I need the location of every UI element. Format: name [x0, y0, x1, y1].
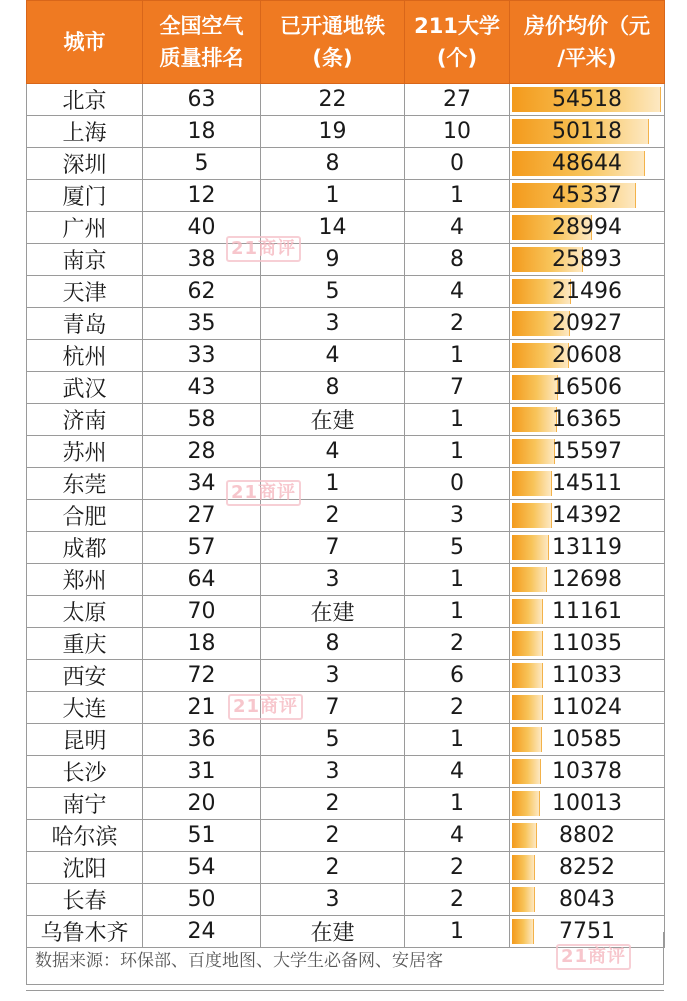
- table-row: [27, 852, 665, 884]
- table-row: [27, 724, 665, 756]
- univ211-cell: 2: [405, 884, 510, 916]
- city-cell: 昆明: [27, 724, 143, 756]
- table-row: [27, 276, 665, 308]
- city-cell: 沈阳: [27, 852, 143, 884]
- univ211-cell: 27: [405, 84, 510, 116]
- city-cell: 青岛: [27, 308, 143, 340]
- price-value: 16365: [552, 407, 622, 432]
- air-rank-cell: 18: [143, 628, 261, 660]
- city-cell: 北京: [27, 84, 143, 116]
- price-value: 14392: [552, 503, 622, 528]
- price-value: 48644: [552, 151, 622, 176]
- price-value: 12698: [552, 567, 622, 592]
- price-cell: [510, 244, 665, 276]
- city-cell: 南京: [27, 244, 143, 276]
- price-bar: [512, 599, 543, 624]
- subway-cell: 1: [261, 468, 405, 500]
- watermark-logo-1: 21商评: [226, 236, 301, 262]
- univ211-cell: 1: [405, 788, 510, 820]
- subway-cell: 4: [261, 340, 405, 372]
- air-rank-cell: 18: [143, 116, 261, 148]
- price-value: 20608: [552, 343, 622, 368]
- price-cell: [510, 660, 665, 692]
- air-rank-cell: 20: [143, 788, 261, 820]
- table-row: [27, 820, 665, 852]
- price-value: 15597: [552, 439, 622, 464]
- table-row: [27, 564, 665, 596]
- univ211-cell: 1: [405, 340, 510, 372]
- price-bar: [512, 375, 558, 400]
- header-city-line-1: 城市: [63, 30, 106, 54]
- price-cell: [510, 532, 665, 564]
- price-value: 20927: [552, 311, 622, 336]
- univ211-cell: 4: [405, 756, 510, 788]
- price-cell: [510, 372, 665, 404]
- subway-cell: 4: [261, 436, 405, 468]
- city-comparison-table: [26, 0, 665, 948]
- subway-cell: 8: [261, 372, 405, 404]
- table-body: [27, 84, 665, 948]
- header-price-line-2: /平米): [557, 46, 617, 70]
- city-cell: 哈尔滨: [27, 820, 143, 852]
- city-cell: 东莞: [27, 468, 143, 500]
- price-cell: [510, 884, 665, 916]
- city-cell: 南宁: [27, 788, 143, 820]
- price-cell: [510, 788, 665, 820]
- city-cell: 郑州: [27, 564, 143, 596]
- table-row: [27, 340, 665, 372]
- subway-cell: 8: [261, 628, 405, 660]
- price-value: 11035: [552, 631, 622, 656]
- price-cell: [510, 820, 665, 852]
- table-row: [27, 84, 665, 116]
- air-rank-cell: 33: [143, 340, 261, 372]
- table-row: [27, 404, 665, 436]
- subway-cell: 19: [261, 116, 405, 148]
- air-rank-cell: 51: [143, 820, 261, 852]
- air-rank-cell: 27: [143, 500, 261, 532]
- bottom-border: [26, 990, 664, 1001]
- price-cell: [510, 148, 665, 180]
- price-value: 11033: [552, 663, 622, 688]
- subway-cell: 3: [261, 564, 405, 596]
- watermark-logo-3: 21商评: [228, 694, 303, 720]
- table-row: [27, 756, 665, 788]
- table-row: [27, 500, 665, 532]
- price-bar: [512, 887, 535, 912]
- univ211-cell: 4: [405, 212, 510, 244]
- subway-cell: 1: [261, 180, 405, 212]
- price-value: 10013: [552, 791, 622, 816]
- price-cell: [510, 116, 665, 148]
- air-rank-cell: 50: [143, 884, 261, 916]
- price-cell: [510, 468, 665, 500]
- air-rank-cell: 70: [143, 596, 261, 628]
- air-rank-cell: 21: [143, 692, 261, 724]
- header-air-rank-line-1: 全国空气: [159, 14, 244, 38]
- table-row: [27, 532, 665, 564]
- table-row: [27, 148, 665, 180]
- subway-cell: 在建: [261, 916, 405, 948]
- price-value: 14511: [552, 471, 622, 496]
- univ211-cell: 1: [405, 180, 510, 212]
- city-cell: 武汉: [27, 372, 143, 404]
- watermark-logo-2: 21商评: [226, 480, 301, 506]
- table-row: [27, 788, 665, 820]
- univ211-cell: 2: [405, 628, 510, 660]
- univ211-cell: 6: [405, 660, 510, 692]
- univ211-cell: 1: [405, 596, 510, 628]
- price-value: 13119: [552, 535, 622, 560]
- city-cell: 杭州: [27, 340, 143, 372]
- header-univ211-line-1: 211大学: [414, 14, 500, 38]
- subway-cell: 在建: [261, 404, 405, 436]
- price-value: 8252: [559, 855, 615, 880]
- air-rank-cell: 38: [143, 244, 261, 276]
- price-value: 21496: [552, 279, 622, 304]
- univ211-cell: 3: [405, 500, 510, 532]
- city-cell: 大连: [27, 692, 143, 724]
- price-cell: [510, 404, 665, 436]
- subway-cell: 2: [261, 820, 405, 852]
- price-value: 11161: [552, 599, 622, 624]
- price-bar: [512, 631, 543, 656]
- price-cell: [510, 276, 665, 308]
- univ211-cell: 2: [405, 308, 510, 340]
- price-value: 54518: [552, 87, 622, 112]
- city-cell: 成都: [27, 532, 143, 564]
- header-subway-line-2: (条): [312, 46, 353, 70]
- subway-cell: 2: [261, 788, 405, 820]
- price-cell: [510, 436, 665, 468]
- header-row: [27, 1, 665, 84]
- city-cell: 厦门: [27, 180, 143, 212]
- price-cell: [510, 596, 665, 628]
- air-rank-cell: 63: [143, 84, 261, 116]
- city-cell: 长春: [27, 884, 143, 916]
- univ211-cell: 4: [405, 276, 510, 308]
- air-rank-cell: 54: [143, 852, 261, 884]
- table-row: [27, 884, 665, 916]
- table-row: [27, 596, 665, 628]
- price-bar: [512, 791, 540, 816]
- city-cell: 太原: [27, 596, 143, 628]
- univ211-cell: 0: [405, 148, 510, 180]
- univ211-cell: 1: [405, 564, 510, 596]
- subway-cell: 7: [261, 692, 405, 724]
- air-rank-cell: 12: [143, 180, 261, 212]
- air-rank-cell: 24: [143, 916, 261, 948]
- price-cell: [510, 692, 665, 724]
- price-bar: [512, 535, 549, 560]
- univ211-cell: 1: [405, 724, 510, 756]
- table-row: [27, 628, 665, 660]
- price-cell: [510, 500, 665, 532]
- price-bar: [512, 503, 552, 528]
- price-value: 28994: [552, 215, 622, 240]
- air-rank-cell: 62: [143, 276, 261, 308]
- subway-cell: 7: [261, 532, 405, 564]
- table-row: [27, 212, 665, 244]
- header-air-rank: [143, 1, 261, 84]
- price-value: 10585: [552, 727, 622, 752]
- table-row: [27, 436, 665, 468]
- price-bar: [512, 759, 541, 784]
- price-cell: [510, 628, 665, 660]
- air-rank-cell: 64: [143, 564, 261, 596]
- header-price-line-1: 房价均价（元: [524, 14, 650, 38]
- subway-cell: 3: [261, 660, 405, 692]
- city-cell: 苏州: [27, 436, 143, 468]
- city-cell: 济南: [27, 404, 143, 436]
- price-cell: [510, 852, 665, 884]
- table-row: [27, 308, 665, 340]
- subway-cell: 2: [261, 852, 405, 884]
- air-rank-cell: 72: [143, 660, 261, 692]
- subway-cell: 3: [261, 308, 405, 340]
- price-value: 45337: [552, 183, 622, 208]
- univ211-cell: 2: [405, 692, 510, 724]
- price-bar: [512, 695, 543, 720]
- price-bar: [512, 439, 555, 464]
- univ211-cell: 5: [405, 532, 510, 564]
- air-rank-cell: 58: [143, 404, 261, 436]
- univ211-cell: 0: [405, 468, 510, 500]
- subway-cell: 22: [261, 84, 405, 116]
- city-cell: 乌鲁木齐: [27, 916, 143, 948]
- subway-cell: 5: [261, 724, 405, 756]
- table-row: [27, 468, 665, 500]
- price-cell: [510, 756, 665, 788]
- price-bar: [512, 471, 552, 496]
- air-rank-cell: 31: [143, 756, 261, 788]
- subway-cell: 14: [261, 212, 405, 244]
- univ211-cell: 10: [405, 116, 510, 148]
- header-air-rank-line-2: 质量排名: [159, 46, 244, 70]
- price-cell: [510, 308, 665, 340]
- air-rank-cell: 35: [143, 308, 261, 340]
- price-cell: [510, 84, 665, 116]
- subway-cell: 5: [261, 276, 405, 308]
- air-rank-cell: 57: [143, 532, 261, 564]
- price-cell: [510, 340, 665, 372]
- univ211-cell: 1: [405, 436, 510, 468]
- table-row: [27, 692, 665, 724]
- city-cell: 上海: [27, 116, 143, 148]
- price-bar: [512, 567, 547, 592]
- price-value: 8043: [559, 887, 615, 912]
- price-value: 50118: [552, 119, 622, 144]
- subway-cell: 2: [261, 500, 405, 532]
- price-value: 11024: [552, 695, 622, 720]
- header-univ211-line-2: (个): [436, 46, 478, 70]
- air-rank-cell: 28: [143, 436, 261, 468]
- city-cell: 深圳: [27, 148, 143, 180]
- price-value: 8802: [559, 823, 615, 848]
- price-cell: [510, 212, 665, 244]
- price-cell: [510, 180, 665, 212]
- price-bar: [512, 855, 535, 880]
- air-rank-cell: 34: [143, 468, 261, 500]
- price-value: 10378: [552, 759, 622, 784]
- price-bar: [512, 823, 537, 848]
- city-cell: 广州: [27, 212, 143, 244]
- price-value: 25893: [552, 247, 622, 272]
- univ211-cell: 8: [405, 244, 510, 276]
- table-row: [27, 244, 665, 276]
- subway-cell: 8: [261, 148, 405, 180]
- price-bar: [512, 407, 557, 432]
- header-price: [510, 1, 665, 84]
- header-subway: [261, 1, 405, 84]
- univ211-cell: 1: [405, 404, 510, 436]
- subway-cell: 3: [261, 756, 405, 788]
- city-comparison-table-wrapper: [26, 0, 664, 1000]
- source-note: 数据来源：环保部、百度地图、大学生必备网、安居客: [35, 951, 443, 971]
- subway-cell: 9: [261, 244, 405, 276]
- city-cell: 重庆: [27, 628, 143, 660]
- air-rank-cell: 40: [143, 212, 261, 244]
- header-subway-line-1: 已开通地铁: [280, 14, 385, 38]
- univ211-cell: 1: [405, 916, 510, 948]
- header-city: [27, 1, 143, 84]
- subway-cell: 在建: [261, 596, 405, 628]
- price-cell: [510, 564, 665, 596]
- air-rank-cell: 5: [143, 148, 261, 180]
- header-univ211: [405, 1, 510, 84]
- price-value: 16506: [552, 375, 622, 400]
- univ211-cell: 4: [405, 820, 510, 852]
- price-cell: [510, 724, 665, 756]
- city-cell: 天津: [27, 276, 143, 308]
- city-cell: 西安: [27, 660, 143, 692]
- watermark-logo-4: 21商评: [556, 944, 631, 970]
- price-bar: [512, 727, 542, 752]
- city-cell: 长沙: [27, 756, 143, 788]
- price-bar: [512, 663, 543, 688]
- air-rank-cell: 43: [143, 372, 261, 404]
- table-row: [27, 660, 665, 692]
- air-rank-cell: 36: [143, 724, 261, 756]
- table-row: [27, 116, 665, 148]
- univ211-cell: 2: [405, 852, 510, 884]
- price-value: 7751: [559, 919, 615, 944]
- table-row: [27, 372, 665, 404]
- subway-cell: 3: [261, 884, 405, 916]
- city-cell: 合肥: [27, 500, 143, 532]
- table-row: [27, 180, 665, 212]
- univ211-cell: 7: [405, 372, 510, 404]
